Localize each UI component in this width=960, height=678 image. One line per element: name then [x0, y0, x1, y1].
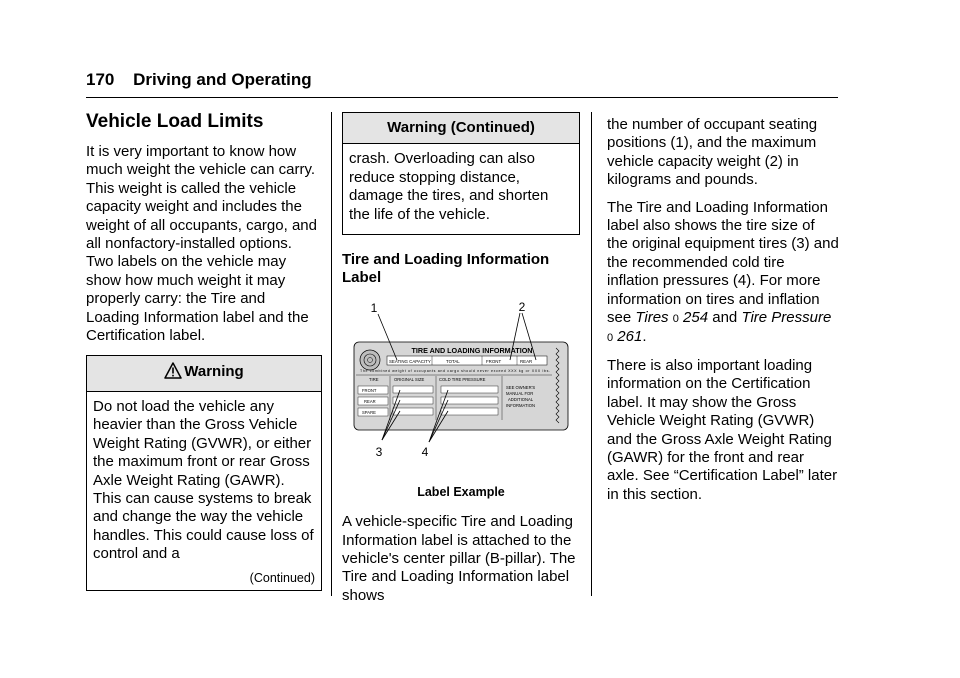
page-header	[86, 70, 312, 90]
cross-reference-link[interactable]: Tire Pressure	[741, 309, 832, 327]
tire-icon	[360, 350, 380, 370]
column-2	[342, 112, 580, 614]
col-tire: TIRE	[369, 376, 379, 382]
col-original-size: ORIGINAL SIZE	[394, 376, 425, 382]
column-3	[607, 116, 839, 513]
column-1	[86, 108, 322, 591]
page-ref-arrow-icon: 0	[607, 332, 614, 345]
warning-box-continued	[342, 112, 580, 235]
header-rule	[86, 97, 838, 98]
conjunction-text: and	[712, 309, 738, 327]
warning-header: Warning (Continued)	[343, 113, 579, 144]
callout-2: 2	[518, 299, 526, 314]
warning-box	[86, 355, 322, 590]
row-rear: REAR	[364, 398, 376, 404]
row-spare: SPARE	[362, 409, 376, 415]
callout-1: 1	[370, 300, 378, 315]
subsection-heading: Tire and Loading Information Label	[342, 251, 550, 287]
warning-triangle-icon	[164, 362, 182, 384]
label-title: TIRE AND LOADING INFORMATION	[411, 345, 533, 355]
page-ref-link[interactable]: 254	[683, 309, 709, 327]
page-ref-arrow-icon: 0	[672, 313, 679, 326]
column-divider	[331, 112, 332, 596]
section-title: Driving and Operating	[133, 70, 312, 89]
page-number: 170	[86, 70, 115, 89]
see-owners-line4: INFORMATION	[506, 402, 535, 408]
body-paragraph: the number of occupant seating positions (1), and the maximum vehicle capacity weight (2) in kilograms and pounds.	[607, 116, 818, 189]
continued-note: (Continued)	[249, 570, 315, 585]
combined-weight-text: The combined weight of occupants and cargo should never exceed XXX kg or XXX lbs.	[360, 368, 550, 373]
warning-header	[87, 356, 321, 391]
figure-caption: Label Example	[417, 484, 505, 499]
column-divider	[591, 112, 592, 596]
paragraph-text: The Tire and Loading Information label also shows the tire size of the original equipment tires (3) and the recommended cold tire inflation pressures (4). For more information on tires and inflation see	[607, 198, 839, 327]
intro-paragraph: It is very important to know how much weight the vehicle can carry. This weight is called the vehicle capacity weight and includes the weight of all occupants, cargo, and all nonfactory-installed options. Two labels on the vehicle may show how much weight it may properly carry: the Tire and Loading Information label and the Certification label.	[86, 143, 317, 345]
row-front: FRONT	[362, 387, 377, 393]
tire-label-figure	[342, 300, 580, 475]
rear-label: REAR	[520, 358, 533, 364]
see-owners-line1: SEE OWNER'S	[506, 384, 536, 390]
warning-text: Do not load the vehicle any heavier than the Gross Vehicle Weight Rating (GVWR), or either the maximum front or rear Gross Axle Weight Rating (GAWR). This can cause systems to break and change the way the vehicle handles. This could cause loss of control and a	[93, 397, 314, 563]
see-owners-line3: ADDITIONAL	[508, 396, 534, 402]
warning-title: Warning	[184, 363, 244, 381]
callout-4: 4	[421, 444, 429, 459]
seating-capacity-label: SEATING CAPACITY	[389, 358, 431, 364]
sentence-period: .	[642, 328, 647, 346]
body-paragraph: There is also important loading information on the Certification label. It may show the Gross Vehicle Weight Rating (GVWR) and the Gross Axle Weight Rating (GAWR) for the front and rear axle. See “Certification Label” later in this section.	[607, 356, 838, 503]
col-cold-pressure: COLD TIRE PRESSURE	[439, 376, 486, 382]
front-label: FRONT	[486, 358, 502, 364]
total-label: TOTAL	[446, 358, 460, 364]
body-paragraph: A vehicle-specific Tire and Loading Information label is attached to the vehicle's center pillar (B-pillar). The Tire and Loading Information label shows	[342, 513, 576, 604]
callout-3: 3	[375, 444, 383, 459]
cross-reference-link[interactable]: Tires	[635, 309, 669, 327]
warning-text: crash. Overloading can also reduce stopping distance, damage the tires, and shorten the life of the vehicle.	[349, 150, 549, 223]
section-heading: Vehicle Load Limits	[86, 111, 264, 132]
page-ref-link[interactable]: 261	[617, 328, 643, 346]
body-paragraph	[607, 199, 839, 348]
see-owners-line2: MANUAL FOR	[506, 390, 534, 396]
